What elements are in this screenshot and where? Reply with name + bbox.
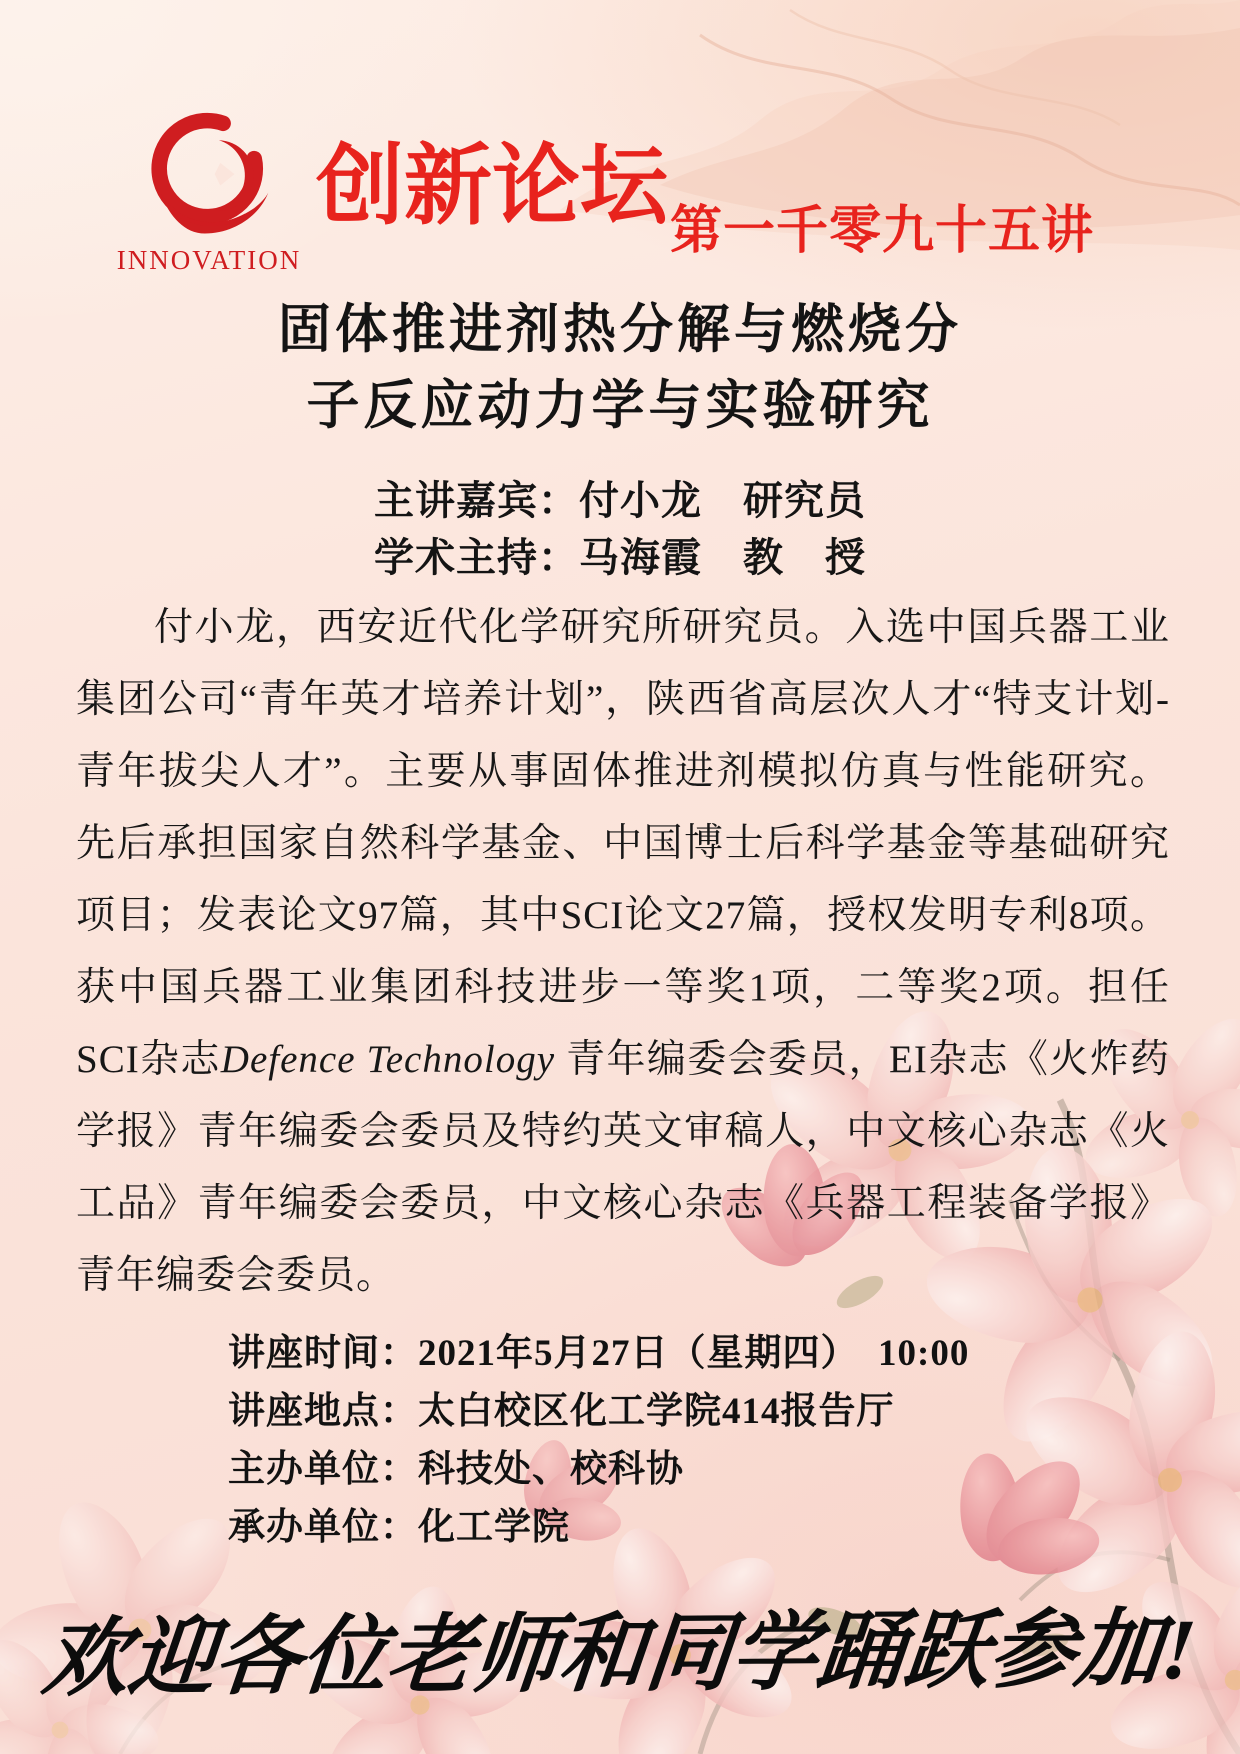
speaker-line: 主讲嘉宾：付小龙 研究员 — [374, 478, 866, 523]
speaker-host-block — [0, 472, 1240, 586]
talk-title — [0, 292, 1240, 444]
detail-row-organizer — [228, 1494, 969, 1552]
detail-label: 讲座地点： — [228, 1391, 418, 1432]
talk-title-line-2: 子反应动力学与实验研究 — [306, 377, 934, 435]
innovation-logo-icon — [138, 112, 280, 242]
lecture-details — [228, 1320, 969, 1552]
detail-row-location — [228, 1378, 969, 1436]
lecture-number: 第一千零九十五讲 — [670, 202, 1095, 260]
detail-label: 讲座时间： — [228, 1333, 418, 1374]
journal-name-italic: Defence Technology — [220, 1038, 556, 1081]
detail-value: 2021年5月27日（星期四） 10:00 — [418, 1333, 970, 1374]
detail-label: 承办单位： — [228, 1507, 418, 1548]
detail-label: 主办单位： — [228, 1449, 418, 1490]
bio-text-part1: 付小龙，西安近代化学研究所研究员。入选中国兵器工业集团公司“青年英才培养计划”，陕西省高层次人才“特支计划-青年拔尖人才”。主要从事固体推进剂模拟仿真与性能研究。先后承担国家自然科学基金、中国博士后科学基金等基础研究项目；发表论文97篇，其中SCI论文27篇，授权发明专利8项。获中国兵器工业集团科技进步一等奖1项，二等奖2项。担任SCI杂志 — [76, 606, 1170, 1081]
forum-title: 创新论坛 — [316, 136, 669, 235]
speaker-bio — [76, 592, 1170, 1312]
bio-text-part2: 青年编委会委员，EI杂志《火炸药学报》青年编委会委员及特约英文审稿人，中文核心杂志《火工品》青年编委会委员，中文核心杂志《兵器工程装备学报》青年编委会委员。 — [76, 1038, 1170, 1297]
innovation-logo — [103, 112, 315, 276]
welcome-message: 欢迎各位老师和同学踊跃参加! — [38, 1600, 1201, 1708]
detail-row-host-org — [228, 1436, 969, 1494]
detail-row-time — [228, 1320, 969, 1378]
detail-value: 太白校区化工学院414报告厅 — [418, 1391, 895, 1432]
host-line: 学术主持：马海霞 教 授 — [374, 535, 866, 580]
talk-title-line-1: 固体推进剂热分解与燃烧分 — [278, 301, 962, 359]
logo-wordmark: INNOVATION — [116, 245, 302, 275]
detail-value: 科技处、校科协 — [418, 1449, 684, 1490]
detail-value: 化工学院 — [418, 1507, 570, 1548]
